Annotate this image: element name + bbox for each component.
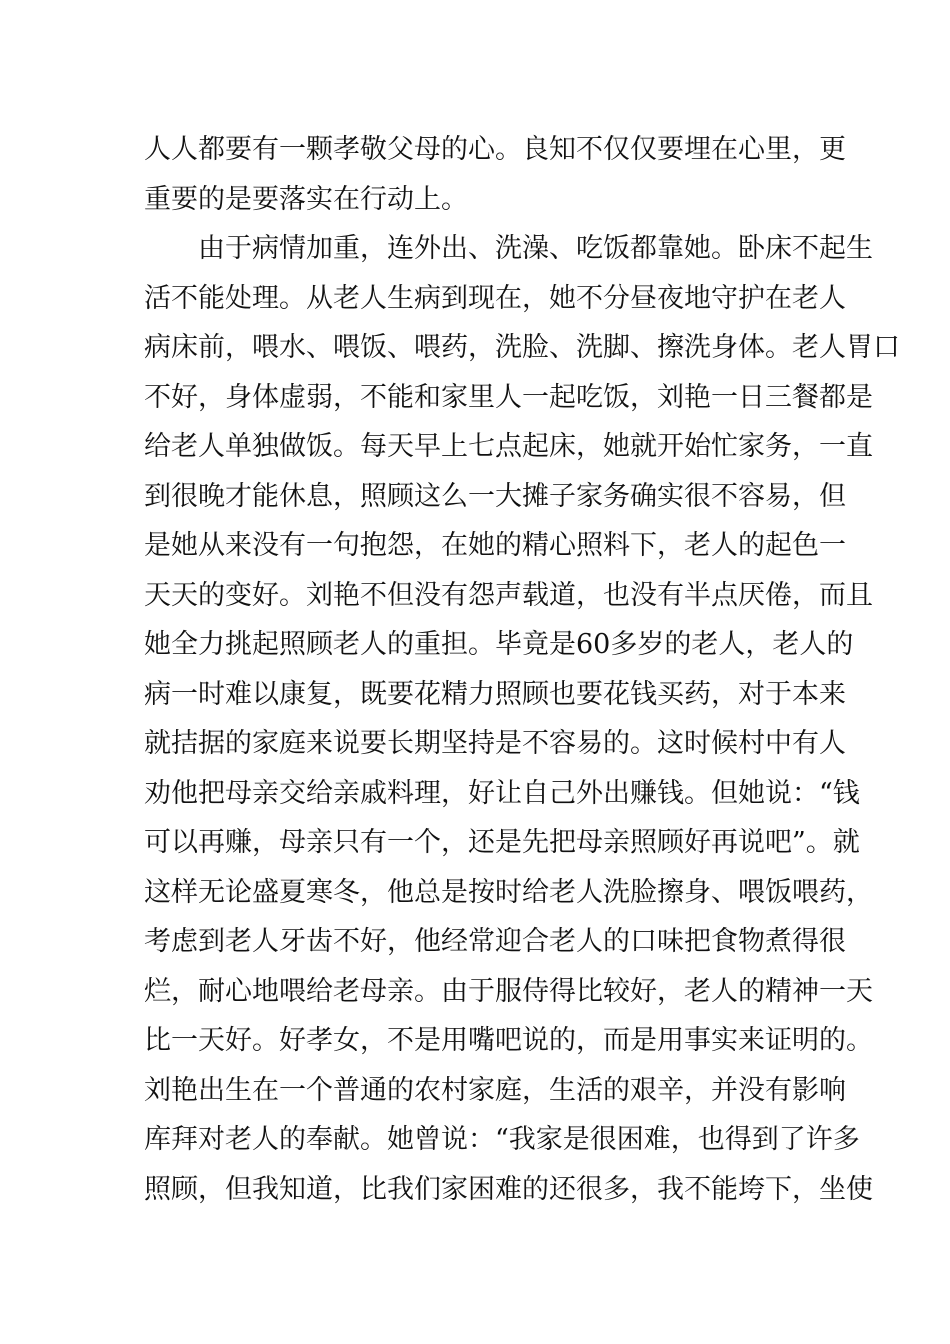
- text-line: 烂，耐心地喂给老母亲。由于服侍得比较好，老人的精神一天: [144, 975, 873, 1007]
- text-line: 就拮据的家庭来说要长期坚持是不容易的。这时候村中有人: [144, 728, 846, 759]
- text-line: 刘艳出生在一个普通的农村家庭，生活的艰辛，并没有影响: [144, 1074, 846, 1106]
- text-line: 到很晚才能休息，照顾这么一大摊子家务确实很不容易，但: [144, 480, 846, 512]
- text-line: 库拜对老人的奉献。她曾说：“我家是很困难，也得到了许多: [144, 1124, 860, 1155]
- text-line: 是她从来没有一句抱怨，在她的精心照料下，老人的起色一: [144, 530, 846, 561]
- text-line: 给老人单独做饭。每天早上七点起床，她就开始忙家务，一直: [144, 431, 873, 462]
- text-line: 病一时难以康复，既要花精力照顾也要花钱买药，对于本来: [144, 678, 846, 710]
- text-line: 这样无论盛夏寒冬，他总是按时给老人洗脸擦身、喂饭喂药，: [144, 876, 873, 908]
- text-line: 病床前，喂水、喂饭、喂药，洗脸、洗脚、擦洗身体。老人胃口: [144, 332, 900, 363]
- text-line: 人人都要有一颗孝敬父母的心。良知不仅仅要埋在心里，更: [144, 134, 846, 165]
- text-line: 照顾，但我知道，比我们家困难的还很多，我不能垮下，坐使: [144, 1173, 873, 1205]
- text-line: 她全力挑起照顾老人的重担。毕竟是60多岁的老人，老人的: [144, 629, 854, 660]
- text-line: 重要的是要落实在行动上。: [144, 183, 468, 215]
- text-line: 考虑到老人牙齿不好，他经常迎合老人的口味把食物煮得很: [144, 926, 846, 957]
- text-line: 不好，身体虚弱，不能和家里人一起吃饭，刘艳一日三餐都是: [144, 381, 873, 413]
- text-line: 可以再赚，母亲只有一个，还是先把母亲照顾好再说吧”。就: [144, 827, 860, 858]
- text-line: 活不能处理。从老人生病到现在，她不分昼夜地守护在老人: [144, 282, 846, 314]
- text-line: 劝他把母亲交给亲戚料理，好让自己外出赚钱。但她说：“钱: [144, 777, 860, 809]
- text-line: 天天的变好。刘艳不但没有怨声载道，也没有半点厌倦，而且: [144, 579, 873, 611]
- body-text: [144, 125, 900, 1214]
- text-line: 由于病情加重，连外出、洗澡、吃饭都靠她。卧床不起生: [198, 233, 873, 264]
- text-line: 比一天好。好孝女，不是用嘴吧说的，而是用事实来证明的。: [144, 1025, 873, 1056]
